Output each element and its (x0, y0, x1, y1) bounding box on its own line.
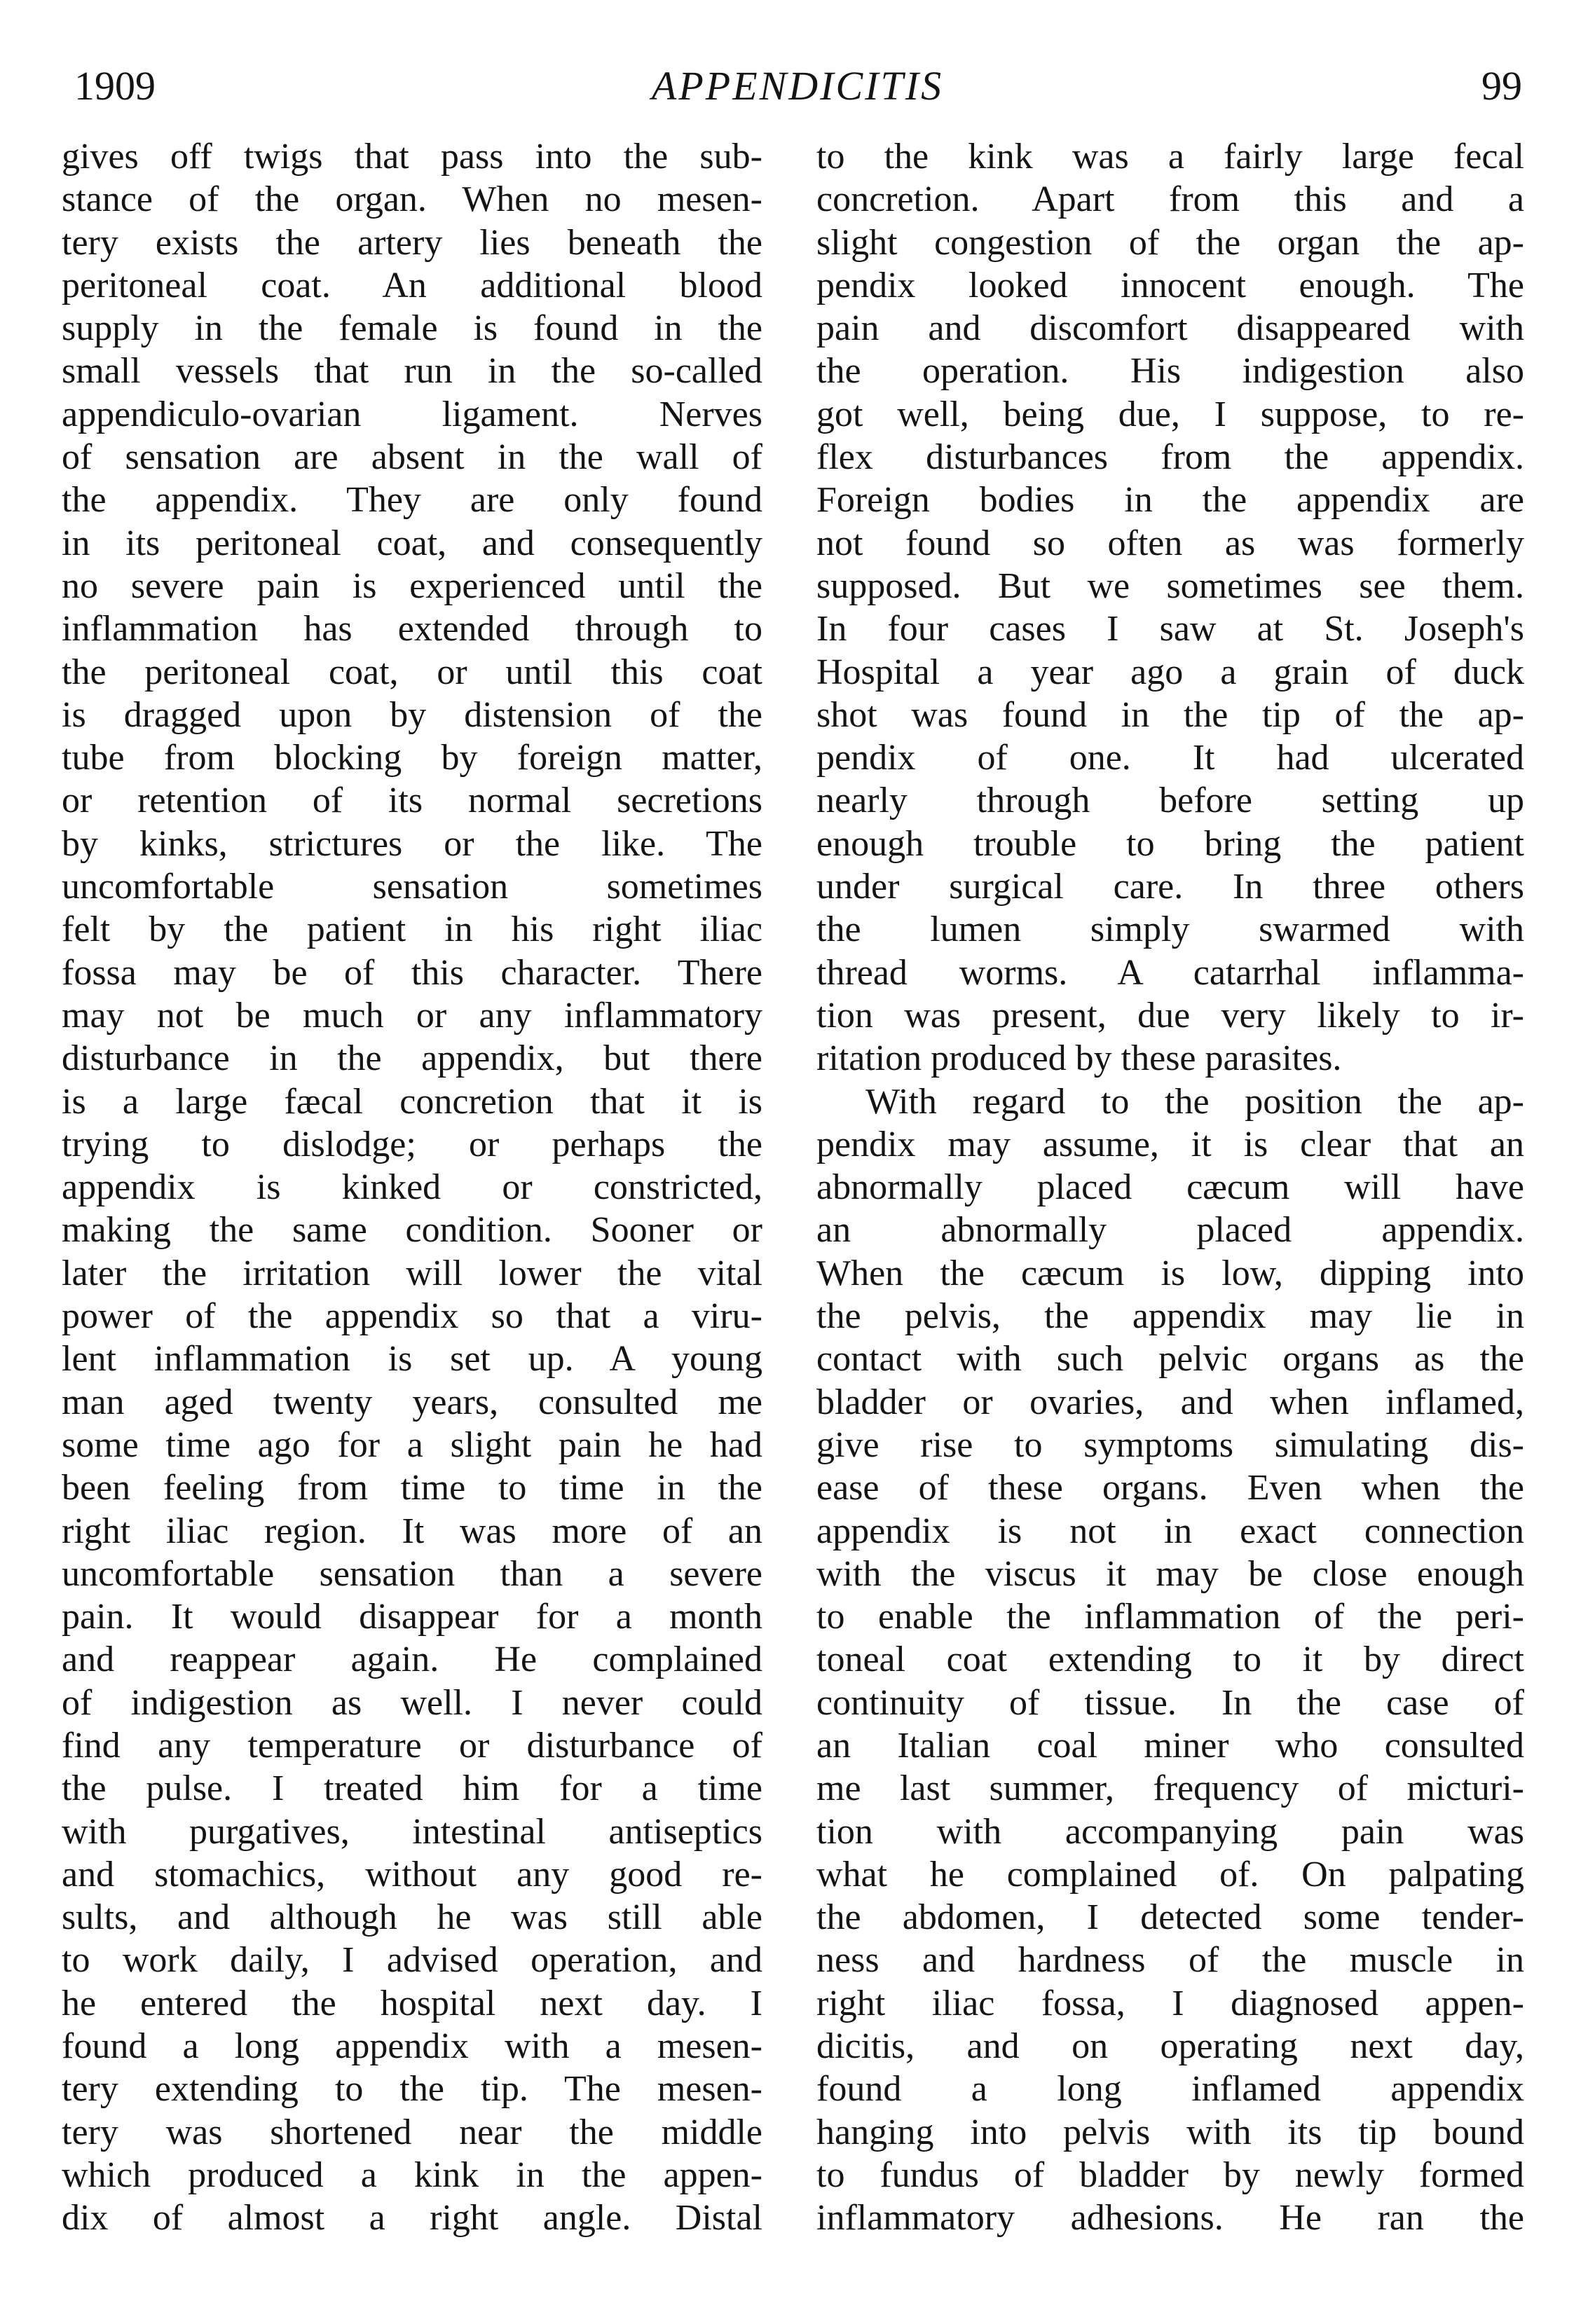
text-line: tery extending to the tip. The mesen- (62, 2069, 762, 2110)
text-line: of indigestion as well. I never could (62, 1682, 762, 1723)
text-line: he entered the hospital next day. I (62, 1983, 762, 2023)
text-line: the pulse. I treated him for a time (62, 1768, 762, 1809)
text-line: the lumen simply swarmed with (816, 909, 1524, 950)
text-line: felt by the patient in his right iliac (62, 909, 762, 950)
text-line: is dragged upon by distension of the (62, 694, 762, 735)
text-line: flex disturbances from the appendix. (816, 437, 1524, 478)
text-line: trying to dislodge; or perhaps the (62, 1124, 762, 1164)
right-column (816, 135, 1524, 2240)
text-line: got well, being due, I suppose, to re- (816, 394, 1524, 434)
text-line: the pelvis, the appendix may lie in (816, 1296, 1524, 1337)
text-line: small vessels that run in the so-called (62, 351, 762, 392)
text-line: continuity of tissue. In the case of (816, 1682, 1524, 1723)
text-line: inflammation has extended through to (62, 609, 762, 649)
running-head (0, 55, 1595, 118)
text-line: the abdomen, I detected some tender- (816, 1897, 1524, 1938)
text-line: Hospital a year ago a grain of duck (816, 652, 1524, 692)
text-line: dicitis, and on operating next day, (816, 2026, 1524, 2067)
text-line: tery was shortened near the middle (62, 2112, 762, 2152)
text-line: sults, and although he was still able (62, 1897, 762, 1938)
text-line: peritoneal coat. An additional blood (62, 265, 762, 305)
text-line: hanging into pelvis with its tip bound (816, 2112, 1524, 2152)
text-line: power of the appendix so that a viru- (62, 1296, 762, 1337)
text-line: dix of almost a right angle. Distal (62, 2198, 762, 2239)
text-line: is a large fæcal concretion that it is (62, 1081, 762, 1122)
text-line: ness and hardness of the muscle in (816, 1940, 1524, 1981)
text-line: disturbance in the appendix, but there (62, 1038, 762, 1079)
text-line: to enable the inflammation of the peri- (816, 1597, 1524, 1637)
text-line: lent inflammation is set up. A young (62, 1339, 762, 1380)
text-line: under surgical care. In three others (816, 867, 1524, 907)
text-line: and stomachics, without any good re- (62, 1854, 762, 1895)
text-line: the operation. His indigestion also (816, 351, 1524, 392)
left-column (62, 135, 762, 2240)
text-line: with purgatives, intestinal antiseptics (62, 1811, 762, 1852)
running-year: 1909 (74, 63, 156, 109)
text-line: bladder or ovaries, and when inflamed, (816, 1382, 1524, 1422)
text-line: what he complained of. On palpating (816, 1854, 1524, 1895)
text-line: pain and discomfort disappeared with (816, 308, 1524, 349)
text-line: of sensation are absent in the wall of (62, 437, 762, 478)
text-line: an Italian coal miner who consulted (816, 1725, 1524, 1766)
text-line: to the kink was a fairly large fecal (816, 137, 1524, 177)
text-line: man aged twenty years, consulted me (62, 1382, 762, 1422)
text-line: abnormally placed cæcum will have (816, 1167, 1524, 1208)
text-line: appendix is not in exact connection (816, 1511, 1524, 1551)
text-line: uncomfortable sensation sometimes (62, 867, 762, 907)
text-line: may not be much or any inflammatory (62, 995, 762, 1036)
text-line: supply in the female is found in the (62, 308, 762, 349)
text-line: with the viscus it may be close enough (816, 1553, 1524, 1594)
text-line: tion was present, due very likely to ir- (816, 995, 1524, 1036)
text-line: found a long inflamed appendix (816, 2069, 1524, 2110)
text-line: fossa may be of this character. There (62, 952, 762, 993)
text-line: or retention of its normal secretions (62, 781, 762, 821)
text-line: right iliac fossa, I diagnosed appen- (816, 1983, 1524, 2023)
text-line: appendix is kinked or constricted, (62, 1167, 762, 1208)
text-line: Foreign bodies in the appendix are (816, 480, 1524, 521)
text-line: pendix may assume, it is clear that an (816, 1124, 1524, 1164)
text-line: enough trouble to bring the patient (816, 823, 1524, 864)
text-line: When the cæcum is low, dipping into (816, 1253, 1524, 1293)
text-line: some time ago for a slight pain he had (62, 1424, 762, 1465)
text-line: pain. It would disappear for a month (62, 1597, 762, 1637)
text-line: right iliac region. It was more of an (62, 1511, 762, 1551)
text-line: supposed. But we sometimes see them. (816, 565, 1524, 606)
text-line: and reappear again. He complained (62, 1639, 762, 1680)
text-line: nearly through before setting up (816, 781, 1524, 821)
text-line: the appendix. They are only found (62, 480, 762, 521)
text-line: to fundus of bladder by newly formed (816, 2154, 1524, 2195)
text-line: find any temperature or disturbance of (62, 1725, 762, 1766)
text-line: which produced a kink in the appen- (62, 2154, 762, 2195)
text-line: tube from blocking by foreign matter, (62, 738, 762, 778)
text-line: thread worms. A catarrhal inflamma- (816, 952, 1524, 993)
text-line: by kinks, strictures or the like. The (62, 823, 762, 864)
text-line: found a long appendix with a mesen- (62, 2026, 762, 2067)
text-line: concretion. Apart from this and a (816, 179, 1524, 220)
text-line: With regard to the position the ap- (865, 1081, 1524, 1122)
text-line: pendix looked innocent enough. The (816, 265, 1524, 305)
text-line: tion with accompanying pain was (816, 1811, 1524, 1852)
text-line: shot was found in the tip of the ap- (816, 694, 1524, 735)
text-line: to work daily, I advised operation, and (62, 1940, 762, 1981)
text-line: contact with such pelvic organs as the (816, 1339, 1524, 1380)
text-line: ritation produced by these parasites. (816, 1038, 1342, 1079)
text-line: appendiculo-ovarian ligament. Nerves (62, 394, 762, 434)
text-line: an abnormally placed appendix. (816, 1210, 1524, 1251)
text-line: toneal coat extending to it by direct (816, 1639, 1524, 1680)
text-line: give rise to symptoms simulating dis- (816, 1424, 1524, 1465)
text-line: inflammatory adhesions. He ran the (816, 2198, 1524, 2239)
text-line: later the irritation will lower the vital (62, 1253, 762, 1293)
text-line: been feeling from time to time in the (62, 1468, 762, 1508)
text-line: me last summer, frequency of micturi- (816, 1768, 1524, 1809)
text-line: stance of the organ. When no mesen- (62, 179, 762, 220)
text-line: uncomfortable sensation than a severe (62, 1553, 762, 1594)
text-line: not found so often as was formerly (816, 523, 1524, 563)
text-line: in its peritoneal coat, and consequently (62, 523, 762, 563)
text-line: pendix of one. It had ulcerated (816, 738, 1524, 778)
text-line: making the same condition. Sooner or (62, 1210, 762, 1251)
text-line: tery exists the artery lies beneath the (62, 222, 762, 263)
running-title: APPENDICITIS (651, 63, 944, 109)
text-line: no severe pain is experienced until the (62, 565, 762, 606)
text-line: ease of these organs. Even when the (816, 1468, 1524, 1508)
text-line: slight congestion of the organ the ap- (816, 222, 1524, 263)
text-line: the peritoneal coat, or until this coat (62, 652, 762, 692)
text-line: In four cases I saw at St. Joseph's (816, 609, 1524, 649)
text-line: gives off twigs that pass into the sub- (62, 137, 762, 177)
page-number: 99 (1481, 63, 1522, 109)
